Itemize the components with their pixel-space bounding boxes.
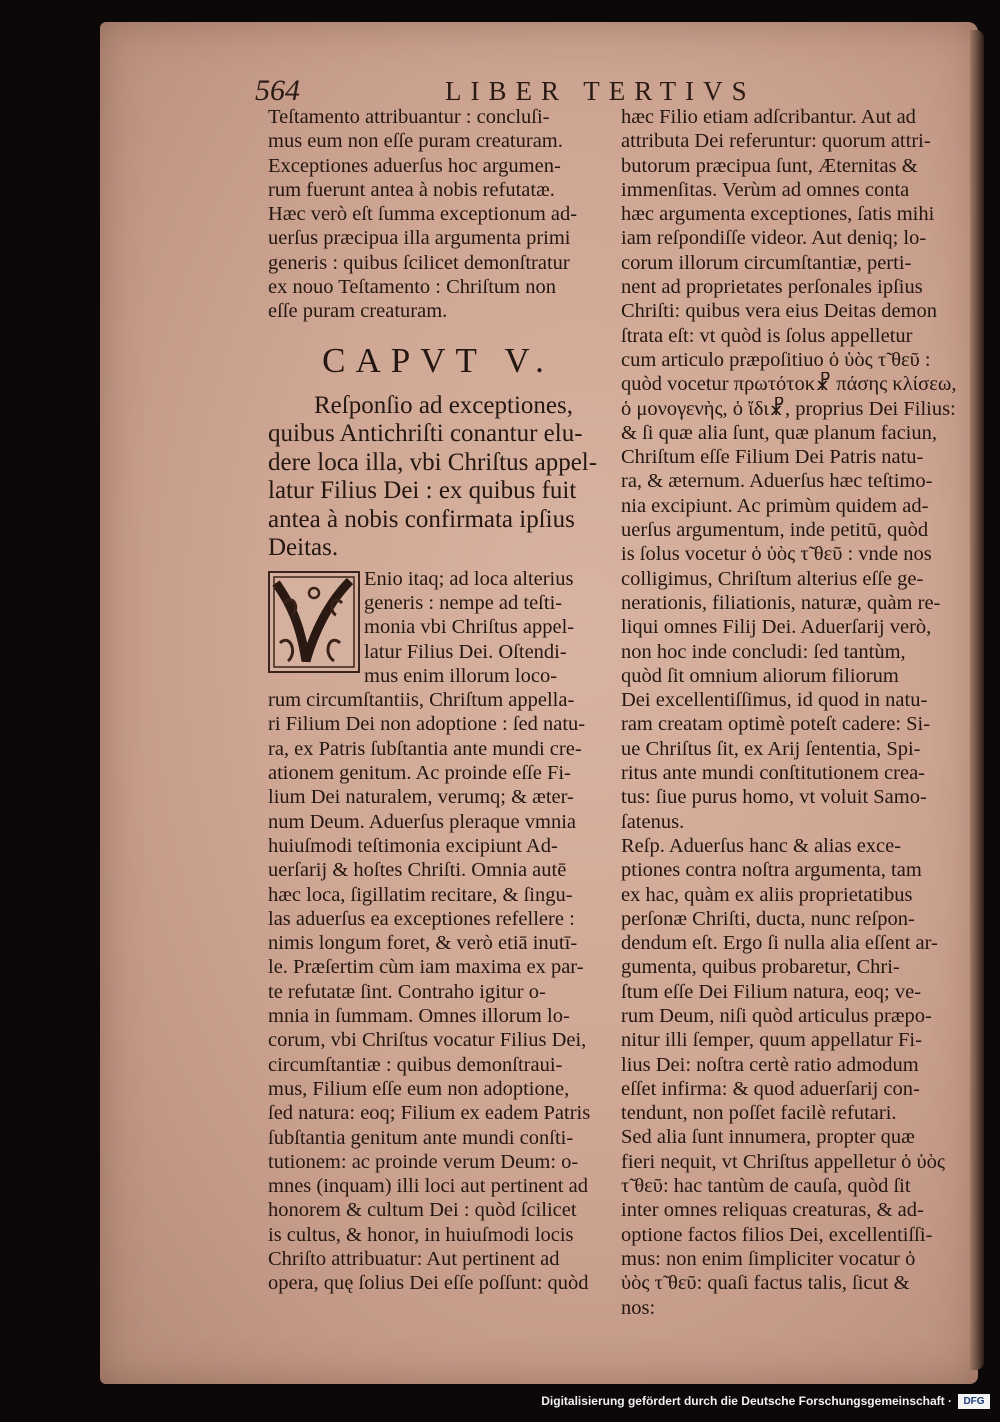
text-line: hæc argumenta exceptiones, ſatis mihi [621,203,935,226]
text-line: ex hac, quàm ex aliis proprietatibus [621,883,913,906]
text-line: & ſi quæ alia ſunt, quæ planum faciun, [621,421,937,444]
dfg-logo: DFG [958,1394,990,1409]
text-line: ritus ante mundi conſtitutionem crea- [621,762,925,785]
text-line: le. Præſertim cùm iam maxima ex par- [268,956,584,979]
text-line: iam reſpondiſſe videor. Aut deniq; lo- [621,227,927,250]
text-line: hæc Filio etiam adſcribantur. Aut ad [621,106,916,128]
text-line: is cultus, & honor, in huiuſmodi locis [268,1223,574,1246]
text-line: ſatenus. [621,810,685,833]
text-line: num Deum. Aduerſus pleraque vmnia [268,810,577,833]
text-line: opera, quę ſolius Dei eſſe poſſunt: quòd [268,1272,589,1295]
intro-paragraph [268,105,608,324]
page-edge [970,30,984,1370]
chapter-heading: CAPVT V. [322,340,554,380]
body-lines [268,688,608,1295]
chapter-summary [268,392,608,563]
drop-cap-initial-icon [268,571,360,673]
text-line: τ̃ θεῦ: hac tantùm de cauſa, quòd ſit [621,1175,911,1198]
text-line: immenſitas. Verùm ad omnes conta [621,178,910,201]
text-line: ram creatam optimè poteſt cadere: Si- [621,713,931,736]
text-line: uerſus argumentum, inde petitū, quòd [621,519,929,542]
text-line: generis : quibus ſcilicet demonſtratur [268,251,570,274]
text-line: Reſponſio ad exceptiones, [314,391,573,419]
text-line: Enio itaq; ad loca alterius [364,567,574,590]
text-line: las aduerſus ea exceptiones refellere : [268,907,575,930]
text-line: mus, Filium eſſe eum non adoptione, [268,1077,570,1100]
text-line: ὑὸς τ̃ θεῦ: quaſi factus talis, ſicut & [621,1272,910,1295]
text-line: ſubſtantia genitum ante mundi conſti- [268,1126,574,1149]
digitization-credit: Digitalisierung gefördert durch die Deutsche Forschungsgemeinschaft · [541,1394,952,1408]
text-line: cum articulo præpoſitiuo ὁ ὑὸς τ̃ θεῦ : [621,348,931,371]
text-line: lius Dei: noſtra certè ratio admodum [621,1053,919,1076]
text-line: nent ad proprietates perſonales ipſius [621,276,923,299]
text-line: liqui omnes Filij Dei. Aduerſarij verò, [621,616,932,639]
text-line: generis : nempe ad teſti- [364,591,563,614]
text-line: gumenta, quibus probaretur, Chri- [621,956,900,979]
right-column [621,105,966,1320]
text-line: is ſolus vocetur ὁ ὑὸς τ̃ θεῦ : vnde nos [621,543,932,566]
text-line: nitur illi ſemper, quum appellatur Fi- [621,1029,922,1052]
text-line: ſtrata eſt: vt quòd is ſolus appelletur [621,324,913,347]
text-line: nos: [621,1296,656,1319]
text-line: ra, ex Patris ſubſtantia ante mundi cre- [268,737,582,760]
text-line: mnes (inquam) illi loci aut pertinent ad [268,1175,588,1198]
text-line: dendum eſt. Ergo ſi nulla alia eſſent ar- [621,932,938,955]
text-line: ationem genitum. Ac proinde eſſe Fi- [268,762,571,785]
text-line: Chriſti: quibus vera eius Deitas demon [621,300,937,323]
running-title: LIBER TERTIVS [445,76,756,106]
text-line: ex nouo Teſtamento : Chriſtum non [268,276,557,299]
text-line: quòd vocetur πρωτότοκ☧ πάσης κλίσεω, [621,373,957,396]
text-line: ὁ μονογενὴς, ὁ ἴδι☧, proprius Dei Filius: [621,397,956,420]
text-line: te refutatæ ſint. Contraho igitur o- [268,980,546,1003]
text-line: inter omnes reliquas creaturas, & ad- [621,1199,924,1222]
text-line: mus eum non eſſe puram creaturam. [268,130,563,153]
text-line: monia vbi Chriſtus appel- [364,616,575,639]
text-line: nia excipiunt. Ac primùm quidem ad- [621,494,929,517]
text-line: butorum præcipua ſunt, Æternitas & [621,154,918,177]
text-line: tutionem: ac proinde verum Deum: o- [268,1150,579,1173]
text-line: non hoc inde concludi: ſed tantùm, [621,640,906,663]
text-line: eſſe puram creaturam. [268,300,448,323]
text-line: eſſet infirma: & quod aduerſarij con- [621,1077,920,1100]
text-line: Chriſtum eſſe Filium Dei Patris natu- [621,446,924,469]
text-line: circumſtantiæ : quibus demonſtraui- [268,1053,563,1076]
text-line: honorem & cultum Dei : quòd ſcilicet [268,1199,577,1222]
text-line: uerſus præcipua illa argumenta primi [268,227,571,250]
text-line: mus enim illorum loco- [364,664,558,687]
text-line: Sed alia ſunt innumera, propter quæ [621,1126,915,1149]
text-line: perſonæ Chriſti, ducta, nunc reſpon- [621,907,915,930]
text-line: nerationis, filiationis, naturæ, quàm re- [621,591,941,614]
text-line: Reſp. Aduerſus hanc & alias exce- [621,834,902,857]
text-line: lium Dei naturalem, verumq; & æter- [268,786,574,809]
text-line: rum fuerunt antea à nobis refutatæ. [268,178,555,201]
left-column [268,105,608,1296]
text-line: quibus Antichriſti conantur elu- [268,420,583,448]
text-line: latur Filius Dei. Oſtendi- [364,640,567,663]
text-line: dere loca illa, vbi Chriſtus appel- [268,448,598,476]
page-number: 564 [255,74,300,107]
text-line: ſtum eſſe Dei Filium natura, eoq; ve- [621,980,922,1003]
text-line: mus: non enim ſimpliciter vocatur ὁ [621,1247,916,1270]
text-line: ue Chriſtus ſit, ex Arij ſententia, Spi- [621,737,921,760]
text-line: ſed natura: eoq; Filium ex eadem Patris [268,1102,591,1125]
text-line: optione factos filios Dei, excellentiſſi- [621,1223,933,1246]
text-line: ra, & æternum. Aduerſus hæc teſtimo- [621,470,933,493]
text-line: tus: ſiue purus homo, vt voluit Samo- [621,786,927,809]
text-line: uerſarij & hoſtes Chriſti. Omnia autē [268,859,567,882]
text-line: Chriſto attribuatur: Aut pertinent ad [268,1247,560,1270]
text-line: ri Filium Dei non adoptione : ſed natu- [268,713,586,736]
text-line: Dei excellentiſſimus, id quod in natu- [621,689,928,712]
text-line: colligimus, Chriſtum alterius eſſe ge- [621,567,924,590]
text-line: rum Deum, niſi quòd articulus præpo- [621,1004,932,1027]
text-line: mnia in ſummam. Omnes illorum lo- [268,1005,570,1028]
text-line: latur Filius Dei : ex quibus fuit [268,477,577,505]
text-line: antea à nobis confirmata ipſius [268,505,575,533]
text-line: quòd ſit omnium aliorum filiorum [621,664,899,687]
text-line: huiuſmodi teſtimonia excipiunt Ad- [268,834,558,857]
text-line: fieri nequit, vt Chriſtus appelletur ὁ ὑὸς [621,1150,945,1173]
text-line: hæc loca, ſigillatim recitare, & ſingu- [268,883,573,906]
chapter-body [268,567,608,1296]
text-line: corum, vbi Chriſtus vocatur Filius Dei, [268,1029,587,1052]
text-line: Exceptiones aduerſus hoc argumen- [268,154,561,177]
text-line: rum circumſtantiis, Chriſtum appella- [268,689,575,712]
text-line: corum illorum circumſtantiæ, perti- [621,251,912,274]
text-line: ptiones contra noſtra argumenta, tam [621,859,922,882]
text-line: nimis longum foret, & verò etiā inutī- [268,932,578,955]
text-line: Deitas. [268,534,339,562]
text-line: Teſtamento attribuantur : concluſi- [268,106,550,128]
text-line: Hæc verò eſt ſumma exceptionum ad- [268,203,578,226]
text-line: attributa Dei referuntur: quorum attri- [621,130,931,153]
text-line: tendunt, non poſſet facilè refutari. [621,1102,897,1125]
